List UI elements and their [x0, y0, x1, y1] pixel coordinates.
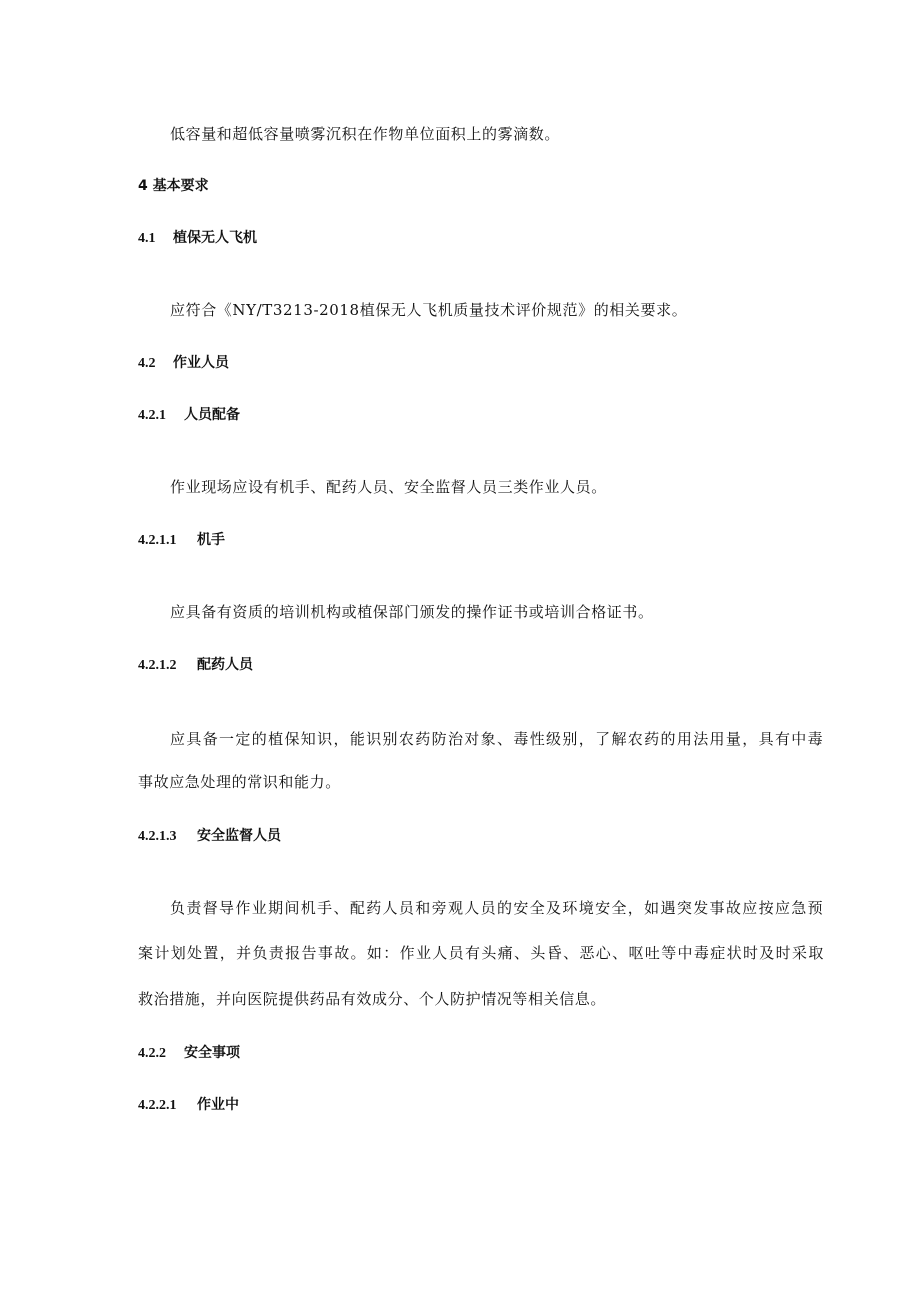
paragraph-line: 低容量和超低容量喷雾沉积在作物单位面积上的雾滴数。	[170, 125, 561, 143]
paragraph-line: 救治措施，并向医院提供药品有效成分、个人防护情况等相关信息。	[138, 990, 607, 1008]
section-heading-4-2-1	[138, 405, 240, 426]
paragraph-line: 作业现场应设有机手、配药人员、安全监督人员三类作业人员。	[170, 478, 607, 496]
paragraph-line: 应符合《NY/T3213-2018植保无人飞机质量技术评价规范》的相关要求。	[170, 301, 688, 319]
section-heading-4: 4 基本要求	[138, 178, 209, 194]
section-title: 机手	[197, 532, 225, 548]
section-number: 4.2.2.1	[138, 1098, 177, 1113]
section-title: 植保无人飞机	[173, 230, 257, 246]
section-number: 4.2.1.3	[138, 829, 177, 844]
paragraph-line: 事故应急处理的常识和能力。	[138, 773, 341, 791]
section-title: 安全事项	[184, 1045, 240, 1061]
section-heading-4-2-2	[138, 1043, 240, 1064]
section-number: 4.1	[138, 231, 156, 246]
section-number: 4.2.1	[138, 408, 166, 423]
section-title: 作业中	[197, 1097, 239, 1113]
section-heading-4-2-1-3	[138, 826, 281, 847]
section-number: 4.2	[138, 356, 156, 371]
paragraph-line: 负责督导作业期间机手、配药人员和旁观人员的安全及环境安全，如遇突发事故应按应急预	[170, 899, 825, 917]
section-heading-4-1	[138, 228, 257, 249]
section-number: 4.2.1.1	[138, 533, 177, 548]
section-title: 配药人员	[197, 657, 253, 673]
paragraph-line: 应具备有资质的培训机构或植保部门颁发的操作证书或培训合格证书。	[170, 603, 654, 621]
section-heading-4-2-1-2	[138, 655, 253, 676]
section-heading-4-2-2-1	[138, 1095, 239, 1116]
section-title: 人员配备	[184, 407, 240, 423]
paragraph-line: 案计划处置，并负责报告事故。如：作业人员有头痛、头昏、恶心、呕吐等中毒症状时及时采取	[138, 944, 825, 962]
section-number: 4.2.1.2	[138, 658, 177, 673]
section-heading-4-2-1-1	[138, 530, 225, 551]
section-title: 作业人员	[173, 355, 229, 371]
section-heading-4-2	[138, 353, 229, 374]
section-title: 安全监督人员	[197, 828, 281, 844]
section-number: 4.2.2	[138, 1046, 166, 1061]
paragraph-line: 应具备一定的植保知识，能识别农药防治对象、毒性级别，了解农药的用法用量，具有中毒	[170, 730, 825, 748]
